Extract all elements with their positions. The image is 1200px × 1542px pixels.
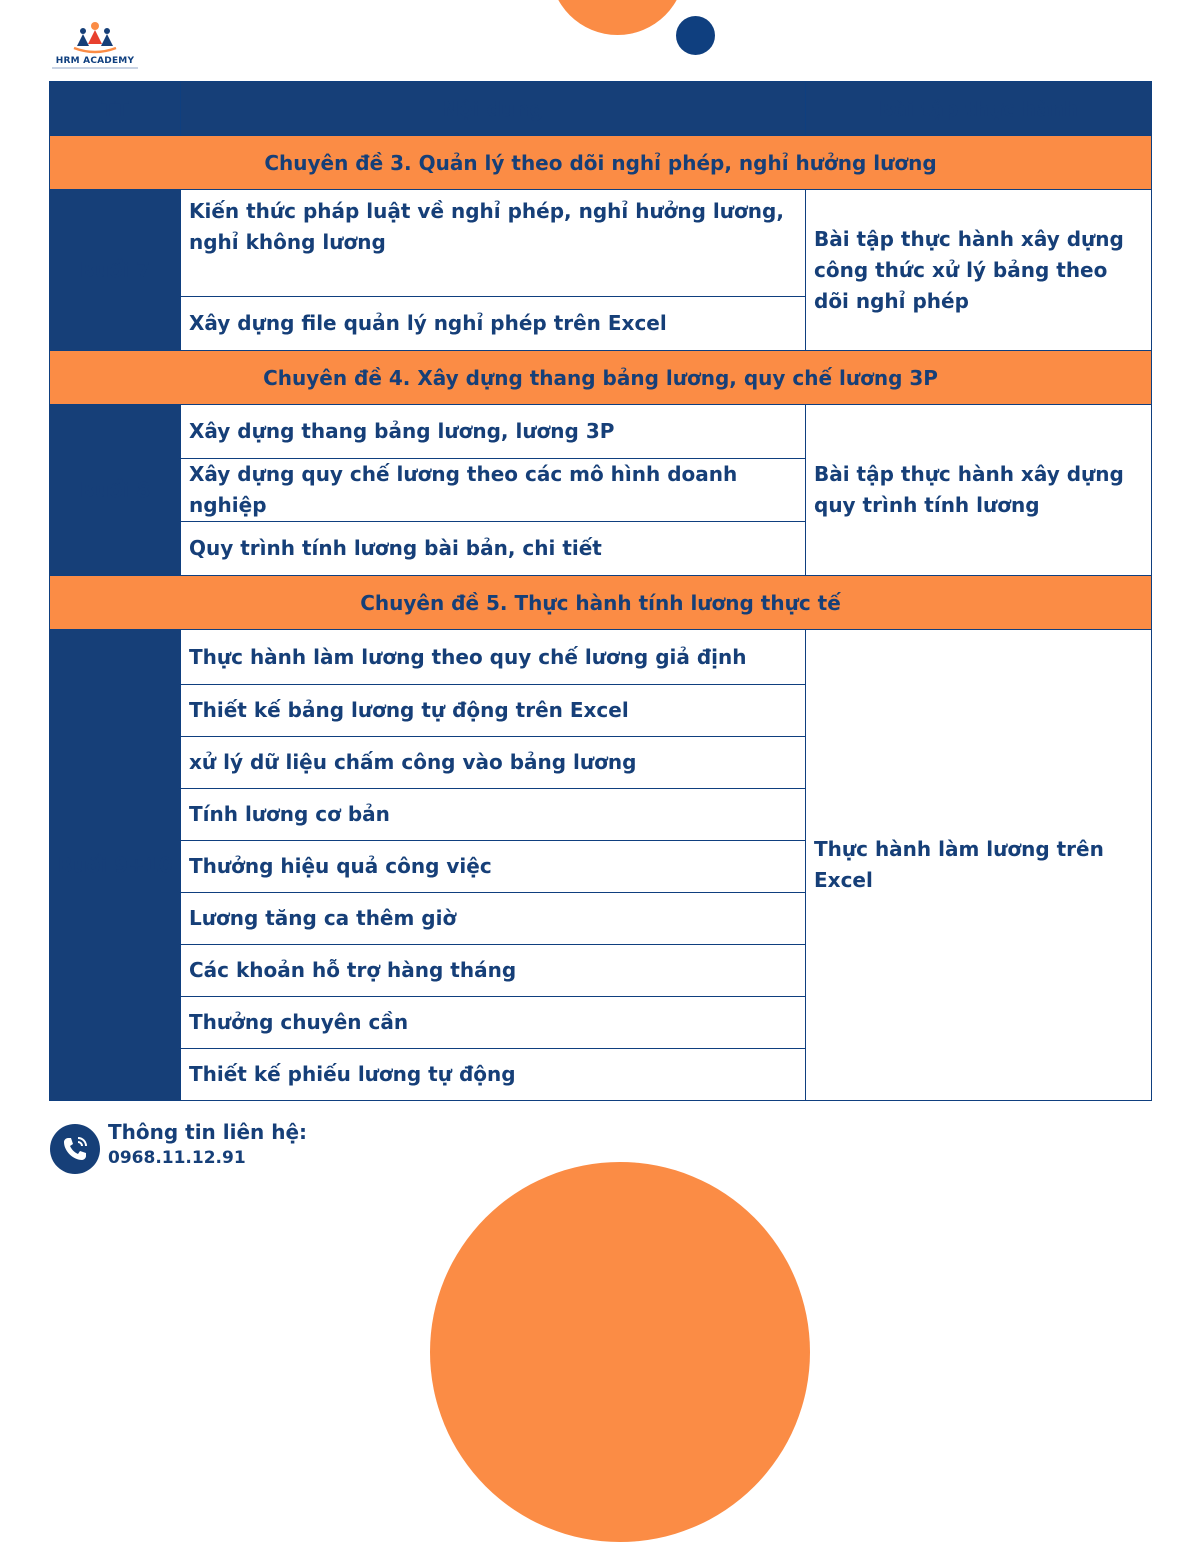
- table-row: [50, 190, 1152, 297]
- exercise-cell: Thực hành làm lương trên Excel: [806, 630, 1152, 1101]
- table-row: [50, 630, 1152, 685]
- exercise-cell: Bài tập thực hành xây dựng công thức xử lý bảng theo dõi nghỉ phép: [806, 190, 1152, 351]
- logo: [50, 18, 140, 72]
- content-cell: Quy trình tính lương bài bản, chi tiết: [181, 522, 806, 576]
- session-label: Buổi 7: [50, 190, 181, 351]
- header-content: Nội dung: [181, 82, 806, 136]
- content-cell: Thưởng hiệu quả công việc: [181, 841, 806, 893]
- content-cell: Thưởng chuyên cần: [181, 997, 806, 1049]
- content-cell: Thiết kế bảng lương tự động trên Excel: [181, 685, 806, 737]
- topic-title: Chuyên đề 5. Thực hành tính lương thực tế: [50, 576, 1152, 630]
- curriculum-table: [49, 81, 1152, 1101]
- contact-phone[interactable]: 0968.11.12.91: [108, 1148, 246, 1168]
- topic-row: [50, 576, 1152, 630]
- content-cell: xử lý dữ liệu chấm công vào bảng lương: [181, 737, 806, 789]
- session-label: Buổi 8: [50, 405, 181, 576]
- content-cell: Lương tăng ca thêm giờ: [181, 893, 806, 945]
- decor-circle-blue-top: [676, 16, 715, 55]
- content-cell: Xây dựng file quản lý nghỉ phép trên Excel: [181, 297, 806, 351]
- topic-row: [50, 351, 1152, 405]
- content-cell: Các khoản hỗ trợ hàng tháng: [181, 945, 806, 997]
- logo-tagline: [52, 67, 138, 69]
- table-header-row: [50, 82, 1152, 136]
- header-exercise: Bài tập thực hành: [806, 82, 1152, 136]
- content-cell: Tính lương cơ bản: [181, 789, 806, 841]
- content-cell: Thiết kế phiếu lương tự động: [181, 1049, 806, 1101]
- contact-title: Thông tin liên hệ:: [108, 1120, 308, 1144]
- logo-text: HRM ACADEMY: [55, 56, 135, 66]
- topic-title: Chuyên đề 3. Quản lý theo dõi nghỉ phép, nghỉ hưởng lương: [50, 136, 1152, 190]
- topic-title: Chuyên đề 4. Xây dựng thang bảng lương, quy chế lương 3P: [50, 351, 1152, 405]
- decor-circle-orange-bottom: [430, 1162, 810, 1542]
- decor-circle-orange-top: [550, 0, 685, 35]
- exercise-cell: Bài tập thực hành xây dựng quy trình tính lương: [806, 405, 1152, 576]
- content-cell: Thực hành làm lương theo quy chế lương giả định: [181, 630, 806, 685]
- content-cell: Kiến thức pháp luật về nghỉ phép, nghỉ hưởng lương, nghỉ không lương: [181, 190, 806, 297]
- table-row: [50, 405, 1152, 459]
- content-cell: Xây dựng quy chế lương theo các mô hình doanh nghiệp: [181, 459, 806, 522]
- session-label: Buổi 9+10: [50, 630, 181, 1101]
- header-tt: TT: [50, 82, 181, 136]
- content-cell: Xây dựng thang bảng lương, lương 3P: [181, 405, 806, 459]
- topic-row: [50, 136, 1152, 190]
- logo-figures-icon: [50, 18, 140, 58]
- phone-icon[interactable]: [50, 1124, 100, 1174]
